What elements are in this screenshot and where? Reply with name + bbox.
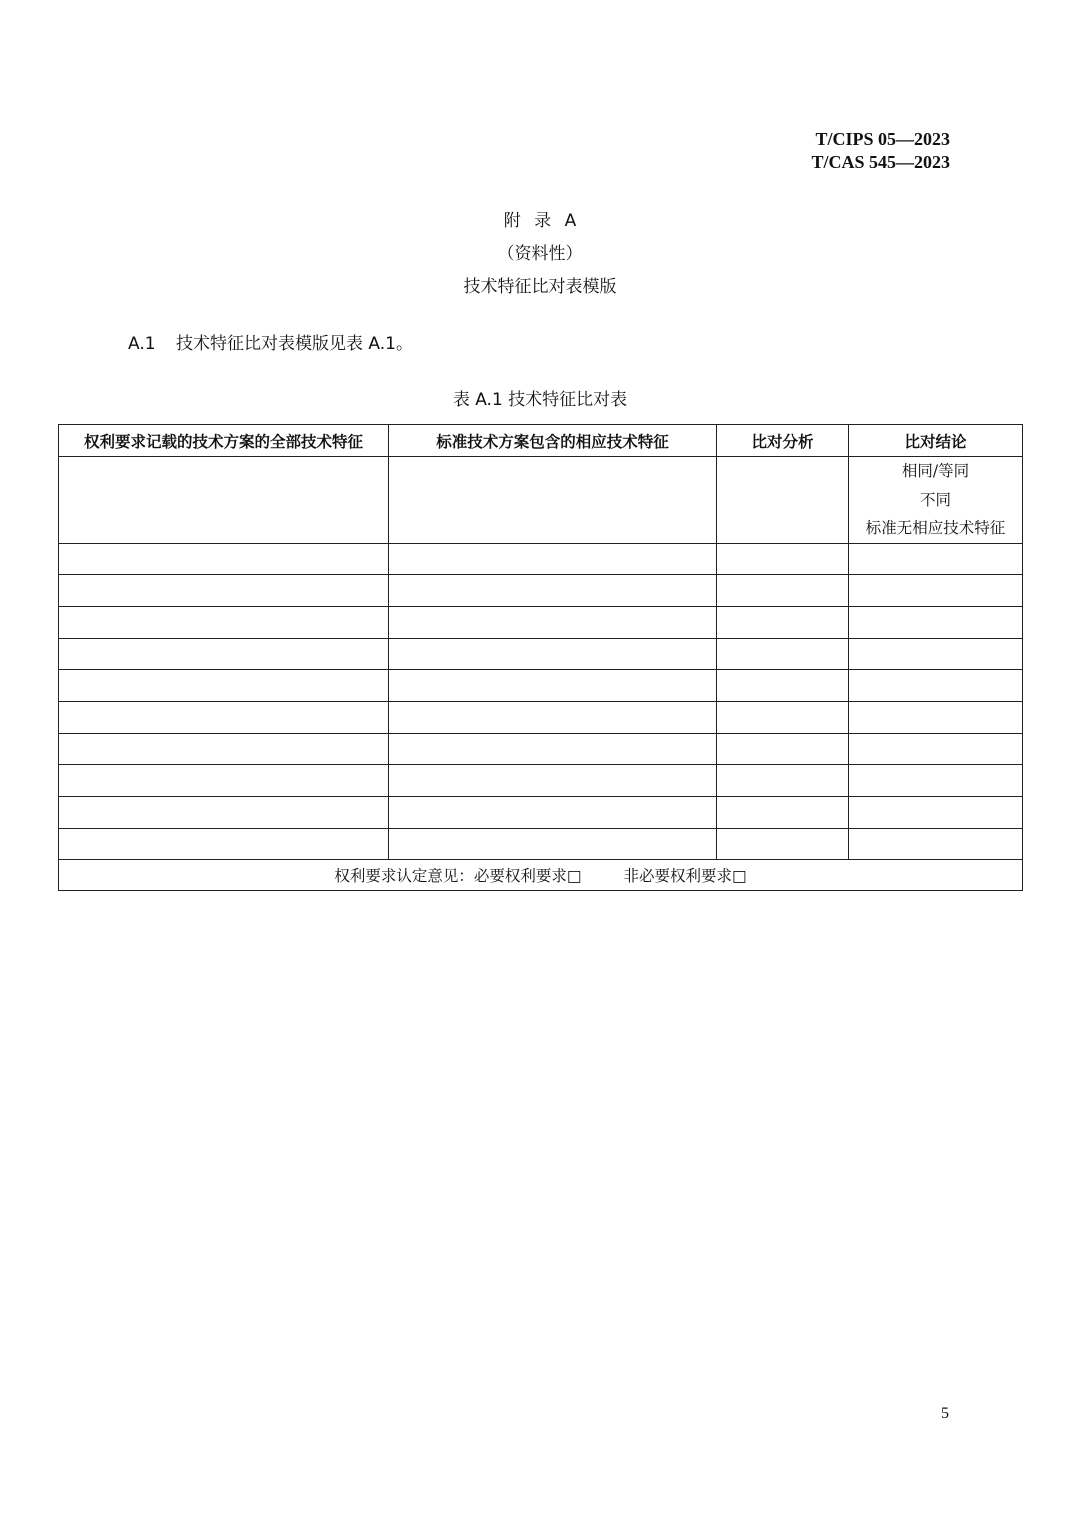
table-cell [849, 606, 1023, 638]
table-cell [717, 457, 849, 544]
table-cell [59, 638, 389, 670]
table-cell [389, 606, 717, 638]
table-row [59, 575, 1023, 607]
table-cell [717, 733, 849, 765]
claim-opinion-row [59, 860, 1023, 891]
table-cell [389, 797, 717, 829]
table-row [59, 828, 1023, 860]
table-row [59, 670, 1023, 702]
clause-a1 [128, 329, 413, 354]
conclusion-option-none: 标准无相应技术特征 [865, 519, 1006, 537]
appendix-title: 附 录 A [503, 211, 577, 231]
table-cell [849, 765, 1023, 797]
table-cell [717, 828, 849, 860]
table-cell [717, 575, 849, 607]
table-cell [849, 543, 1023, 575]
table-cell [717, 606, 849, 638]
table-row [59, 606, 1023, 638]
comparison-table [58, 424, 1023, 891]
table-caption: 表 A.1 技术特征比对表 [452, 390, 628, 410]
table-cell [59, 543, 389, 575]
conclusion-option-same: 相同/等同 [901, 462, 970, 480]
table-cell [849, 638, 1023, 670]
table-cell [849, 828, 1023, 860]
table-cell [59, 828, 389, 860]
table-row [59, 701, 1023, 733]
table-cell [59, 797, 389, 829]
header-conclusion: 比对结论 [849, 425, 1023, 457]
table-row [59, 543, 1023, 575]
opinion-necessary-claim: 权利要求认定意见：必要权利要求□ [334, 867, 582, 886]
claim-opinion-cell [59, 860, 1023, 891]
table-cell [849, 797, 1023, 829]
conclusion-option-different: 不同 [919, 490, 951, 509]
table-row [59, 733, 1023, 765]
table-cell [59, 575, 389, 607]
table-row [59, 638, 1023, 670]
standard-code-cips: T/CIPS 05—2023 [815, 129, 950, 149]
standard-code-cas: T/CAS 545—2023 [811, 152, 950, 172]
table-cell [717, 543, 849, 575]
opinion-unnecessary-claim: 非必要权利要求□ [623, 867, 747, 886]
table-cell [59, 670, 389, 702]
table-cell [389, 733, 717, 765]
table-cell [389, 701, 717, 733]
table-cell [717, 638, 849, 670]
table-cell [389, 457, 717, 544]
page-number: 5 [941, 1405, 949, 1422]
table-cell [389, 828, 717, 860]
table-cell [717, 797, 849, 829]
table-row [59, 797, 1023, 829]
table-cell [389, 543, 717, 575]
table-cell [717, 701, 849, 733]
clause-text: 技术特征比对表模版见表 A.1。 [176, 334, 413, 354]
table-cell [849, 670, 1023, 702]
conclusion-options-cell [849, 457, 1023, 544]
header-claim-features: 权利要求记载的技术方案的全部技术特征 [59, 425, 389, 457]
table-cell [389, 670, 717, 702]
table-cell [849, 701, 1023, 733]
table-cell [59, 733, 389, 765]
table-cell [389, 575, 717, 607]
clause-number: A.1 [128, 334, 156, 354]
table-cell [59, 457, 389, 544]
table-row [59, 457, 1023, 544]
table-header-row [59, 425, 1023, 457]
appendix-nature: （资料性） [497, 244, 583, 264]
table-row [59, 765, 1023, 797]
table-cell [389, 765, 717, 797]
table-cell [717, 670, 849, 702]
table-cell [59, 701, 389, 733]
table-cell [59, 765, 389, 797]
appendix-name: 技术特征比对表模版 [463, 277, 617, 297]
table-cell [717, 765, 849, 797]
header-analysis: 比对分析 [717, 425, 849, 457]
table-cell [849, 733, 1023, 765]
standard-codes [811, 128, 950, 174]
table-cell [389, 638, 717, 670]
table-cell [59, 606, 389, 638]
table-cell [849, 575, 1023, 607]
header-standard-features: 标准技术方案包含的相应技术特征 [389, 425, 717, 457]
